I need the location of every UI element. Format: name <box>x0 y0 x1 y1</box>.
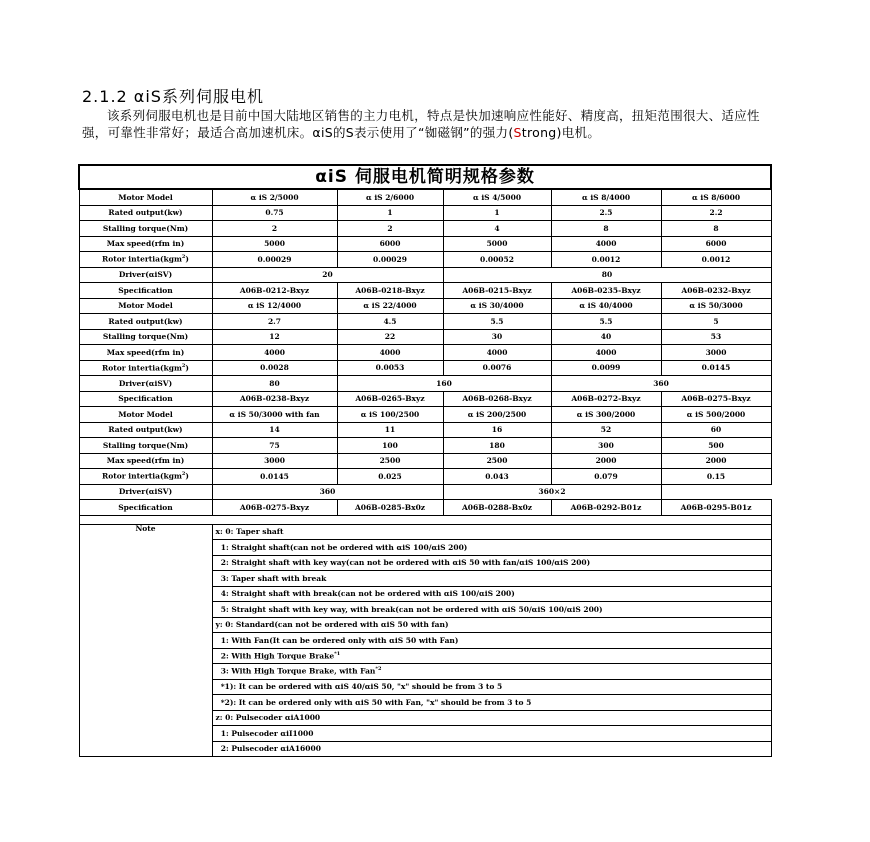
note-line: 4: Straight shaft with break(can not be ordered with αiS 100/αiS 200) <box>212 586 771 602</box>
note-line: 1: Pulsecoder αiI1000 <box>212 726 771 742</box>
table-cell: A06B-0235-Bxyz <box>551 283 661 299</box>
table-cell: 1 <box>337 205 443 221</box>
note-label-empty <box>79 617 212 633</box>
table-cell: 4.5 <box>337 314 443 330</box>
table-cell: α iS 30/4000 <box>443 298 551 314</box>
note-line: 1: With Fan(It can be ordered only with αiS 50 with Fan) <box>212 633 771 649</box>
table-row <box>79 500 771 516</box>
table-cell: 360 <box>212 484 443 500</box>
table-cell: α iS 50/3000 with fan <box>212 407 337 423</box>
table-cell: 4000 <box>551 345 661 361</box>
table-cell: α iS 4/5000 <box>443 189 551 205</box>
row-label: Specification <box>79 500 212 516</box>
note-line: x: 0: Taper shaft <box>212 524 771 540</box>
table-row <box>79 376 771 392</box>
table-cell: 14 <box>212 422 337 438</box>
table-cell: 1 <box>443 205 551 221</box>
table-cell: 5000 <box>212 236 337 252</box>
table-cell: 20 <box>212 267 443 283</box>
row-label: Rotor intertia(kgm$^2$) <box>79 469 212 485</box>
table-cell: α iS 2/5000 <box>212 189 337 205</box>
table-row <box>79 236 771 252</box>
note-row <box>79 695 771 711</box>
table-cell: 2.7 <box>212 314 337 330</box>
table-cell: 2500 <box>443 453 551 469</box>
row-label: Stalling torque(Nm) <box>79 438 212 454</box>
table-cell: 11 <box>337 422 443 438</box>
table-cell: α iS 300/2000 <box>551 407 661 423</box>
table-cell: α iS 100/2500 <box>337 407 443 423</box>
table-row <box>79 267 771 283</box>
table-row <box>79 298 771 314</box>
table-title: αiS 伺服电机简明规格参数 <box>79 165 771 189</box>
note-row <box>79 586 771 602</box>
note-label-empty <box>79 648 212 664</box>
table-cell: 500 <box>661 438 771 454</box>
table-cell: 0.0145 <box>661 360 771 376</box>
note-row <box>79 571 771 587</box>
table-row <box>79 469 771 485</box>
note-row <box>79 555 771 571</box>
note-row <box>79 602 771 618</box>
table-cell: α iS 8/4000 <box>551 189 661 205</box>
table-cell: 4000 <box>443 345 551 361</box>
row-label: Driver(αiSV) <box>79 267 212 283</box>
table-cell: 5.5 <box>443 314 551 330</box>
table-cell: 40 <box>551 329 661 345</box>
note-row <box>79 648 771 664</box>
table-cell: 300 <box>551 438 661 454</box>
table-cell: 52 <box>551 422 661 438</box>
table-row <box>79 283 771 299</box>
section-heading: 2.1.2 αiS系列伺服电机 <box>82 87 264 106</box>
table-cell: 0.025 <box>337 469 443 485</box>
table-cell: A06B-0288-Bx0z <box>443 500 551 516</box>
table-cell: 22 <box>337 329 443 345</box>
note-row <box>79 726 771 742</box>
table-cell: 8 <box>661 221 771 237</box>
table-cell: A06B-0275-Bxyz <box>212 500 337 516</box>
table-cell: 75 <box>212 438 337 454</box>
table-cell: 3000 <box>661 345 771 361</box>
table-cell: 53 <box>661 329 771 345</box>
table-cell: 8 <box>551 221 661 237</box>
table-cell: 0.00029 <box>212 252 337 268</box>
table-cell: 0.00052 <box>443 252 551 268</box>
note-line: *1): It can be ordered with αiS 40/αiS 50, "x" should be from 3 to 5 <box>212 679 771 695</box>
table-row <box>79 391 771 407</box>
note-line: 1: Straight shaft(can not be ordered with αiS 100/αiS 200) <box>212 540 771 556</box>
table-row <box>79 484 771 500</box>
note-row <box>79 664 771 680</box>
table-row <box>79 252 771 268</box>
row-label: Max speed(rfm in) <box>79 236 212 252</box>
note-line: 3: Taper shaft with break <box>212 571 771 587</box>
table-cell: α iS 200/2500 <box>443 407 551 423</box>
table-cell: A06B-0268-Bxyz <box>443 391 551 407</box>
row-label: Stalling torque(Nm) <box>79 221 212 237</box>
table-row <box>79 422 771 438</box>
table-cell: 0.0145 <box>212 469 337 485</box>
table-cell: 4 <box>443 221 551 237</box>
table-cell: 2.2 <box>661 205 771 221</box>
table-cell: 5000 <box>443 236 551 252</box>
table-cell: 2.5 <box>551 205 661 221</box>
table-cell: 2 <box>212 221 337 237</box>
table-cell: A06B-0215-Bxyz <box>443 283 551 299</box>
note-line: *2): It can be ordered only with αiS 50 with Fan, "x" should be from 3 to 5 <box>212 695 771 711</box>
table-cell: 6000 <box>337 236 443 252</box>
table-row <box>79 453 771 469</box>
table-row <box>79 205 771 221</box>
table-cell: A06B-0295-B01z <box>661 500 771 516</box>
table-row <box>79 345 771 361</box>
table-cell: A06B-0292-B01z <box>551 500 661 516</box>
row-label: Specification <box>79 391 212 407</box>
table-cell: A06B-0212-Bxyz <box>212 283 337 299</box>
note-line: z: 0: Pulsecoder αiA1000 <box>212 710 771 726</box>
table-cell: α iS 500/2000 <box>661 407 771 423</box>
note-label-empty <box>79 633 212 649</box>
table-cell: α iS 50/3000 <box>661 298 771 314</box>
table-cell: 360×2 <box>443 484 661 500</box>
row-label: Motor Model <box>79 407 212 423</box>
table-cell: α iS 40/4000 <box>551 298 661 314</box>
table-cell: 0.0012 <box>551 252 661 268</box>
table-cell: 0.079 <box>551 469 661 485</box>
blank-row <box>79 515 771 524</box>
note-line: 2: Straight shaft with key way(can not be ordered with αiS 50 with fan/αiS 100/αiS 200) <box>212 555 771 571</box>
table-cell: 0.0099 <box>551 360 661 376</box>
note-label-empty <box>79 602 212 618</box>
note-label-empty <box>79 540 212 556</box>
row-label: Max speed(rfm in) <box>79 345 212 361</box>
note-line: 5: Straight shaft with key way, with break(can not be ordered with αiS 50/αiS 100/αiS 200) <box>212 602 771 618</box>
table-cell: 16 <box>443 422 551 438</box>
table-cell: 60 <box>661 422 771 438</box>
note-label-empty <box>79 710 212 726</box>
table-cell: A06B-0238-Bxyz <box>212 391 337 407</box>
note-label-empty <box>79 679 212 695</box>
note-label-empty <box>79 555 212 571</box>
table-row <box>79 438 771 454</box>
table-cell: A06B-0272-Bxyz <box>551 391 661 407</box>
table-row <box>79 407 771 423</box>
table-cell: 4000 <box>551 236 661 252</box>
table-cell: 30 <box>443 329 551 345</box>
table-cell: 2000 <box>661 453 771 469</box>
table-cell: 100 <box>337 438 443 454</box>
table-cell: 0.0053 <box>337 360 443 376</box>
note-label-empty <box>79 586 212 602</box>
table-cell: α iS 12/4000 <box>212 298 337 314</box>
table-cell: α iS 8/6000 <box>661 189 771 205</box>
table-cell: A06B-0275-Bxyz <box>661 391 771 407</box>
table-row <box>79 314 771 330</box>
note-line: y: 0: Standard(can not be ordered with αiS 50 with fan) <box>212 617 771 633</box>
note-line: 2: With High Torque Brake$^{*1}$ <box>212 648 771 664</box>
table-cell: 5 <box>661 314 771 330</box>
row-label: Rated output(kw) <box>79 422 212 438</box>
table-cell: 2500 <box>337 453 443 469</box>
note-row <box>79 524 771 540</box>
table-cell: 0.0012 <box>661 252 771 268</box>
table-cell: 0.15 <box>661 469 771 485</box>
row-label: Rated output(kw) <box>79 314 212 330</box>
table-cell: 80 <box>443 267 771 283</box>
note-row <box>79 617 771 633</box>
table-cell: A06B-0218-Bxyz <box>337 283 443 299</box>
table-cell: 4000 <box>337 345 443 361</box>
table-cell: 0.043 <box>443 469 551 485</box>
table-cell: 0.0076 <box>443 360 551 376</box>
table-cell: 12 <box>212 329 337 345</box>
table-cell: A06B-0285-Bx0z <box>337 500 443 516</box>
table-cell: 2000 <box>551 453 661 469</box>
table-cell: 4000 <box>212 345 337 361</box>
note-row <box>79 741 771 757</box>
row-label: Stalling torque(Nm) <box>79 329 212 345</box>
note-label-empty <box>79 726 212 742</box>
note-label-empty <box>79 695 212 711</box>
table-cell: 160 <box>337 376 551 392</box>
table-cell: 0.75 <box>212 205 337 221</box>
table-cell: A06B-0265-Bxyz <box>337 391 443 407</box>
table-row <box>79 189 771 205</box>
row-label: Motor Model <box>79 298 212 314</box>
row-label: Rated output(kw) <box>79 205 212 221</box>
row-label: Max speed(rfm in) <box>79 453 212 469</box>
table-cell: 80 <box>212 376 337 392</box>
table-cell: 360 <box>551 376 771 392</box>
note-line: 3: With High Torque Brake, with Fan$^{*2}$ <box>212 664 771 680</box>
row-label: Driver(αiSV) <box>79 484 212 500</box>
table-row <box>79 221 771 237</box>
table-cell: 180 <box>443 438 551 454</box>
note-row <box>79 679 771 695</box>
table-row <box>79 329 771 345</box>
row-label: Specification <box>79 283 212 299</box>
note-label: Note <box>79 524 212 540</box>
table-cell: A06B-0232-Bxyz <box>661 283 771 299</box>
table-cell: 6000 <box>661 236 771 252</box>
note-line: 2: Pulsecoder αiA16000 <box>212 741 771 757</box>
paragraph-pre: 该系列伺服电机也是目前中国大陆地区销售的主力电机，特点是快加速响应性能好、精度高，扭矩范围很大、适应性强，可靠性非常好；最适合高加速机床。αiS的S表示使用了“铷磁钢”的强力( <box>82 108 760 140</box>
note-label-empty <box>79 664 212 680</box>
row-label: Rotor intertia(kgm$^2$) <box>79 360 212 376</box>
table-cell: 0.00029 <box>337 252 443 268</box>
note-label-empty <box>79 741 212 757</box>
section-paragraph <box>82 108 772 141</box>
note-label-empty <box>79 571 212 587</box>
table-row <box>79 360 771 376</box>
table-cell: α iS 22/4000 <box>337 298 443 314</box>
note-row <box>79 633 771 649</box>
row-label: Rotor intertia(kgm$^2$) <box>79 252 212 268</box>
row-label: Driver(αiSV) <box>79 376 212 392</box>
row-label: Motor Model <box>79 189 212 205</box>
note-row <box>79 540 771 556</box>
table-cell: 2 <box>337 221 443 237</box>
spec-table <box>78 164 772 757</box>
table-cell: 3000 <box>212 453 337 469</box>
paragraph-red-letter: S <box>513 124 522 140</box>
table-cell: 5.5 <box>551 314 661 330</box>
note-row <box>79 710 771 726</box>
table-cell: 0.0028 <box>212 360 337 376</box>
paragraph-post: trong)电机。 <box>521 124 601 140</box>
table-cell: α iS 2/6000 <box>337 189 443 205</box>
